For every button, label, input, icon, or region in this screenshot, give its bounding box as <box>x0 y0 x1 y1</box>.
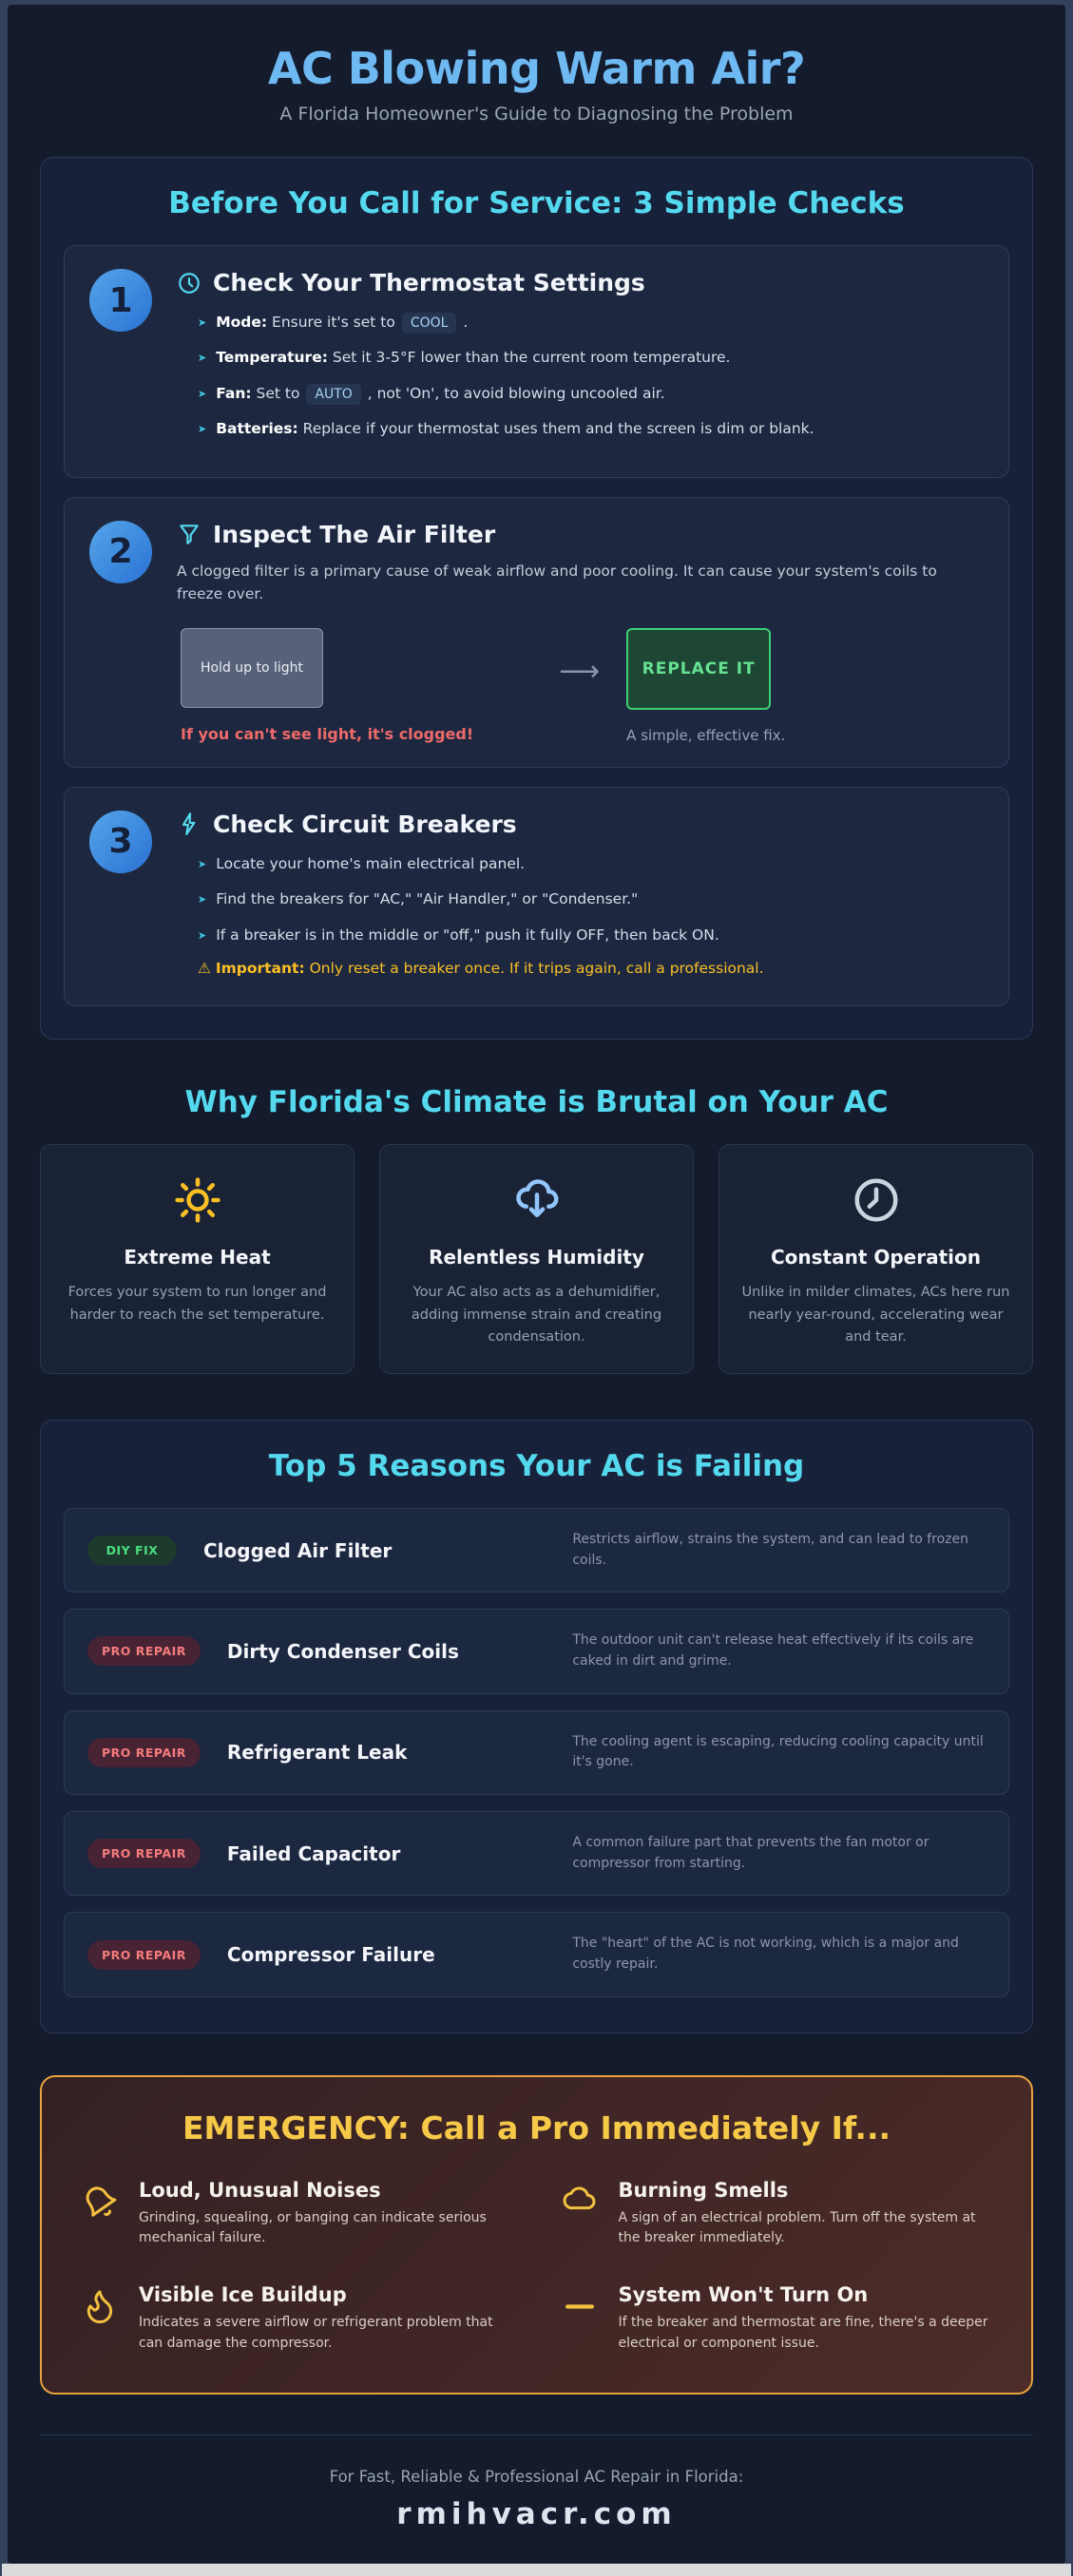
bullet-reset-breaker: ➤ If a breaker is in the middle or "off," push it fully OFF, then back ON. <box>198 925 984 945</box>
bottom-page-edge <box>2 2564 1071 2576</box>
step-number-badge: 3 <box>89 811 152 873</box>
reason-row-condenser-coils <box>64 1609 1009 1693</box>
bullet-temperature: ➤ Temperature: Set it 3-5°F lower than the current room temperature. <box>198 347 984 368</box>
reason-title: Clogged Air Filter <box>203 1538 393 1562</box>
flame-ice-icon <box>80 2287 120 2325</box>
pro-repair-badge: PRO REPAIR <box>87 1839 201 1868</box>
step-card-air-filter <box>64 497 1009 768</box>
pro-repair-badge: PRO REPAIR <box>87 1636 201 1666</box>
step-number-badge: 1 <box>89 269 152 332</box>
emergency-item-title: Burning Smells <box>618 2178 789 2202</box>
bullet-batteries: ➤ Batteries: Replace if your thermostat uses them and the screen is dim or blank. <box>198 418 984 439</box>
humidity-cloud-arrow-icon <box>401 1174 672 1227</box>
emergency-item-smells <box>560 2179 994 2249</box>
bullet-fan: ➤ Fan: Set to AUTO , not 'On', to avoid blowing uncooled air. <box>198 383 984 404</box>
section-top5-reasons <box>40 1420 1033 2033</box>
bullet-arrow-icon <box>198 929 206 942</box>
sun-icon <box>62 1174 333 1227</box>
reason-title: Compressor Failure <box>226 1943 435 1967</box>
bullet-find-breakers: ➤ Find the breakers for "AC," "Air Handler," or "Condenser." <box>198 888 984 909</box>
emergency-item-text: Grinding, squealing, or banging can indicate serious mechanical failure. <box>139 2209 487 2246</box>
top5-heading: Top 5 Reasons Your AC is Failing <box>268 1448 805 1483</box>
cool-chip: COOL <box>402 313 457 334</box>
step-title: Check Circuit Breakers <box>213 810 517 838</box>
emergency-item-wont-turn-on <box>560 2283 994 2354</box>
climate-card-title: Relentless Humidity <box>429 1246 644 1269</box>
bullet-mode: ➤ Mode: Ensure it's set to COOL . <box>198 312 984 333</box>
reason-text: The outdoor unit can't release heat effectively if its coils are caked in dirt and grime. <box>572 1632 974 1669</box>
reason-row-compressor-failure <box>64 1912 1009 1996</box>
right-arrow-icon: ⟶ <box>559 654 601 688</box>
bullet-arrow-icon <box>198 388 206 400</box>
simple-checks-heading: Before You Call for Service: 3 Simple Checks <box>168 186 905 220</box>
step-title: Check Your Thermostat Settings <box>213 269 645 296</box>
footer-website-link[interactable]: rmihvacr.com <box>396 2496 677 2531</box>
filter-diagram <box>181 628 984 744</box>
filter-bad-column <box>181 628 473 743</box>
clock-icon <box>177 271 201 296</box>
pro-repair-badge: PRO REPAIR <box>87 1738 201 1767</box>
reason-title: Failed Capacitor <box>226 1841 401 1865</box>
climate-card-heat <box>40 1144 354 1374</box>
pro-repair-badge: PRO REPAIR <box>87 1940 201 1970</box>
reason-text: The cooling agent is escaping, reducing cooling capacity until it's gone. <box>572 1733 984 1770</box>
simple-fix-text: A simple, effective fix. <box>626 726 786 744</box>
emergency-heading: EMERGENCY: Call a Pro Immediately If... <box>182 2109 891 2147</box>
emergency-item-title: System Won't Turn On <box>618 2283 869 2307</box>
clock-icon <box>740 1174 1011 1227</box>
bullet-arrow-icon <box>198 423 206 435</box>
reason-row-refrigerant-leak <box>64 1710 1009 1795</box>
page-subtitle: A Florida Homeowner's Guide to Diagnosing the Problem <box>279 104 794 124</box>
bullet-arrow-icon <box>198 352 206 364</box>
bullet-panel: ➤ Locate your home's main electrical panel. <box>198 853 984 874</box>
reason-row-clogged-filter <box>64 1508 1009 1593</box>
smoke-cloud-icon <box>560 2183 600 2221</box>
emergency-item-title: Visible Ice Buildup <box>139 2283 347 2307</box>
clogged-warning-text: If you can't see light, it's clogged! <box>181 724 474 743</box>
reason-title: Refrigerant Leak <box>226 1741 408 1765</box>
filter-good-column <box>626 628 785 744</box>
filter-icon <box>177 522 201 546</box>
footer-tagline: For Fast, Reliable & Professional AC Repair in Florida: <box>329 2467 744 2486</box>
climate-card-operation <box>719 1144 1033 1374</box>
climate-card-text: Your AC also acts as a dehumidifier, adding immense strain and creating condensation. <box>411 1285 662 1345</box>
climate-card-title: Extreme Heat <box>124 1246 271 1269</box>
power-dash-icon <box>560 2287 600 2325</box>
step-number-badge: 2 <box>89 521 152 583</box>
section-simple-checks <box>40 157 1033 1040</box>
bullet-arrow-icon <box>198 858 206 870</box>
step-description: A clogged filter is a primary cause of weak airflow and poor cooling. It can cause your system's coils to freeze over. <box>177 562 937 602</box>
step-card-circuit-breakers <box>64 787 1009 1006</box>
auto-chip: AUTO <box>306 384 360 405</box>
climate-card-humidity <box>379 1144 694 1374</box>
reason-row-failed-capacitor <box>64 1811 1009 1896</box>
breaker-warning: ⚠ Important: Only reset a breaker once. If it trips again, call a professional. <box>198 960 764 978</box>
footer <box>40 2434 1033 2531</box>
reason-text: The "heart" of the AC is not working, which is a major and costly repair. <box>572 1936 959 1973</box>
emergency-item-text: Indicates a severe airflow or refrigerant problem that can damage the compressor. <box>139 2315 493 2351</box>
warning-triangle-icon: ⚠ <box>198 960 211 978</box>
emergency-item-text: If the breaker and thermostat are fine, there's a deeper electrical or component issue. <box>618 2315 988 2351</box>
reason-text: Restricts airflow, strains the system, and can lead to frozen coils. <box>572 1531 968 1568</box>
section-climate <box>34 1085 1039 1374</box>
bullet-arrow-icon <box>198 316 206 329</box>
climate-card-text: Forces your system to run longer and harder to reach the set temperature. <box>67 1285 327 1323</box>
bell-icon <box>80 2183 120 2221</box>
emergency-item-ice <box>80 2283 514 2354</box>
diy-fix-badge: DIY FIX <box>87 1536 177 1565</box>
infographic-page <box>8 5 1065 2564</box>
climate-card-title: Constant Operation <box>770 1246 981 1269</box>
hold-up-to-light-box: Hold up to light <box>181 628 323 708</box>
emergency-item-text: A sign of an electrical problem. Turn off the system at the breaker immediately. <box>618 2209 976 2246</box>
bullet-arrow-icon <box>198 893 206 906</box>
emergency-item-title: Loud, Unusual Noises <box>139 2178 381 2202</box>
bolt-icon <box>177 811 201 836</box>
climate-card-text: Unlike in milder climates, ACs here run nearly year-round, accelerating wear and tear. <box>741 1285 1010 1345</box>
reason-title: Dirty Condenser Coils <box>226 1639 459 1663</box>
climate-heading: Why Florida's Climate is Brutal on Your AC <box>184 1085 889 1120</box>
page-title: AC Blowing Warm Air? <box>267 43 806 94</box>
emergency-item-noises <box>80 2179 514 2249</box>
section-emergency <box>40 2075 1033 2395</box>
reason-text: A common failure part that prevents the fan motor or compressor from starting. <box>572 1835 929 1871</box>
step-card-thermostat <box>64 245 1009 478</box>
replace-it-box: REPLACE IT <box>626 628 771 710</box>
step-title: Inspect The Air Filter <box>213 520 496 548</box>
